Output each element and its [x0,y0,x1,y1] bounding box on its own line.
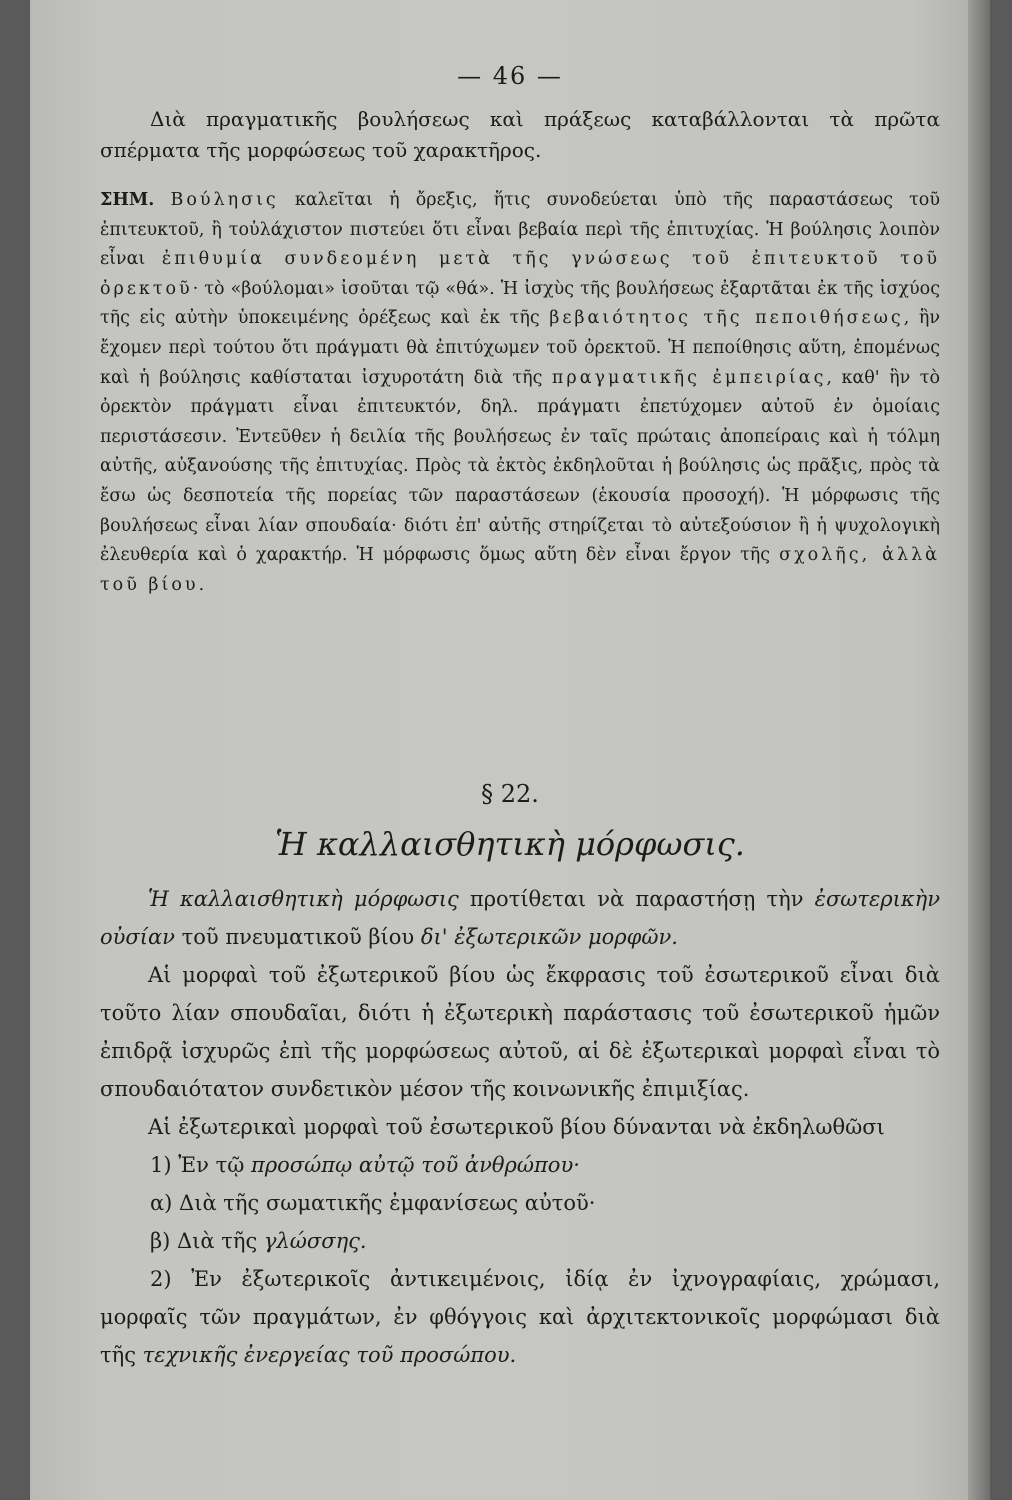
section-heading: Ἡ καλλαισθητικὴ μόρφωσις. [275,825,745,863]
list-text-a: Διὰ τῆς σωματικῆς ἐμφανίσεως αὐτοῦ· [172,1191,596,1215]
note-text-2: · τὸ «βούλομαι» ἰσοῦται τῷ «θά». Ἡ ἰσχὺς τῆς βουλήσεως ἐξαρτᾶται ἐκ τῆς ἰσχύος τῆς εἰς αὐτὴν ὑποκειμένης ὀρέξεως καὶ ἐκ τῆς [100,278,940,329]
paragraph-expression: Αἱ ἐξωτερικαὶ μορφαὶ τοῦ ἐσωτερικοῦ βίου δύνανται νὰ ἐκδηλωθῶσι [148,1115,885,1139]
note-label: ΣΗΜ. [100,190,155,210]
note-term-certainty: βεβαιότητος τῆς πεποιθήσεως [549,308,904,329]
section-body [100,880,940,1374]
list-num-a: α) [150,1191,173,1215]
section-number: § 22. [481,780,539,808]
note-term-school-life: σχολῆς, ἀλλὰ τοῦ βίου [100,545,940,595]
note-text-3: , ἣν ἔχομεν περὶ τούτου ὅτι πράγματι θὰ ἐπιτύχωμεν τοῦ ὀρεκτοῦ. Ἡ πεποίθησις αὕτη, ἑπομένως καὶ ἡ βούλησις καθίσταται ἰσχυροτάτη διὰ τῆς [100,308,940,388]
note-term-experience: πραγματικῆς ἐμπειρίας [551,367,827,388]
def-term-inner: ἐσωτερικὴν οὐσίαν [100,887,940,949]
note-term-desire: ἐπιθυμία συνδεομένη μετὰ τῆς γνώσεως τοῦ ἐπιτευκτοῦ τοῦ ὀρεκτοῦ [100,249,940,299]
list-num-2: 2) [150,1267,172,1291]
paragraph-definition [100,880,940,956]
list-text-b1: Διὰ τῆς [170,1229,264,1253]
note-end: . [198,574,205,595]
list-text-2a: Ἐν ἐξωτερικοῖς ἀντικειμένοις, ἰδίᾳ ἐν ἰχνογραφίαις, χρώμασι, μορφαῖς τῶν πραγμάτων, ἐν φθόγγοις καὶ ἀρχιτεκτονικοῖς μορφώμασι διὰ τῆς [100,1267,940,1367]
page-gutter-shadow [968,0,990,1500]
list-text-2b: τεχνικῆς ἐνεργείας τοῦ προσώπου. [142,1343,517,1367]
list-item-2 [100,1260,940,1374]
paragraph-will-action: Διὰ πραγματικῆς βουλήσεως καὶ πράξεως καταβάλλονται τὰ πρῶτα σπέρματα τῆς μορφώσεως τοῦ χαρακτῆρος. [100,107,940,162]
def-text-1: προτίθεται νὰ παραστήσῃ τὴν [458,887,815,911]
list-item-1 [100,1146,940,1184]
note-block [100,186,940,600]
def-text-2: τοῦ πνευματικοῦ βίου [174,925,421,949]
def-term-outer: δι' ἐξωτερικῶν μορφῶν. [420,925,678,949]
list-text-1a: Ἐν τῷ [171,1153,252,1177]
list-item-b [100,1222,940,1260]
list-item-a [100,1184,940,1222]
page-number: — 46 — [457,62,563,90]
list-text-1b: προσώπῳ αὐτῷ τοῦ ἀνθρώπου· [251,1153,580,1177]
note-text-4: , καθ' ἣν τὸ ὀρεκτὸν πράγματι εἶναι ἐπιτευκτόν, δηλ. πράγματι ἐπετύχομεν αὐτοῦ ἐν ὁμοίαις περιστάσεσιν. Ἐντεῦθεν ἡ δειλία τῆς βουλήσεως ἐν ταῖς πρώταις ἀποπείραις καὶ ἡ τόλμη αὐτῆς, αὐξανούσης τῆς ἐπιτυχίας. Πρὸς τὰ ἐκτὸς ἐκδηλοῦται ἡ βούλησις ὡς πρᾶξις, πρὸς τὰ ἔσω ὡς δεσποτεία τῆς πορείας τῶν παραστάσεων (ἑκουσία προσοχή). Ἡ μόρφωσις τῆς βουλήσεως εἶναι λίαν σπουδαία· διότι ἐπ' αὐτῆς στηρίζεται τὸ αὐτεξούσιον ἢ ἡ ψυχολογικὴ ἐλευθερία καὶ ὁ χαρακτήρ. Ἡ μόρφωσις ὅμως αὕτη δὲν εἶναι ἔργον τῆς [100,367,940,566]
list-text-b2: γλώσσης. [263,1229,367,1253]
book-page [30,0,990,1500]
note-term-will: Βούλησις [170,190,279,210]
paragraph-forms: Αἱ μορφαὶ τοῦ ἐξωτερικοῦ βίου ὡς ἔκφρασις τοῦ ἐσωτερικοῦ εἶναι διὰ τοῦτο λίαν σπουδαῖαι, διότι ἡ ἐξωτερικὴ παράστασις τοῦ ἐσωτερικοῦ ἡμῶν ἐπιδρᾷ ἰσχυρῶς ἐπὶ τῆς μορφώσεως αὐτοῦ, αἱ δὲ ἐξωτερικαὶ μορφαὶ εἶναι τὸ σπουδαιότατον συνδετικὸν μέσον τῆς κοινωνικῆς ἐπιμιξίας. [100,963,940,1101]
def-term: Ἡ καλλαισθητικὴ μόρφωσις [148,887,459,911]
list-num-1: 1) [150,1153,172,1177]
note-text-1: καλεῖται ἡ ὄρεξις, ἥτις συνοδεύεται ὑπὸ τῆς παραστάσεως τοῦ ἐπιτευκτοῦ, ἢ τοὐλάχιστον πιστεύει ὅτι εἶναι βεβαία περὶ τῆς ἐπιτυχίας. Ἡ βούλησις λοιπὸν εἶναι [100,190,940,270]
list-num-b: β) [150,1229,171,1253]
